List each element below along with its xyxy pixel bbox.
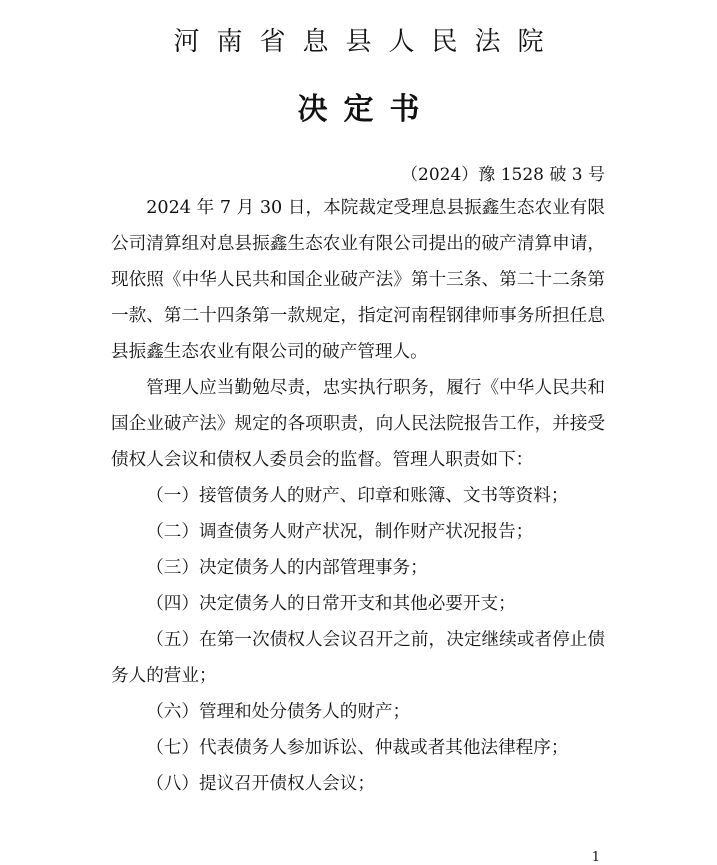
duty-item: （三）决定债务人的内部管理事务； — [146, 558, 428, 578]
case-number: （2024）豫 1528 破 3 号 — [401, 165, 605, 185]
duty-item: （七）代表债务人参加诉讼、仲裁或者其他法律程序； — [146, 738, 569, 758]
duty-item: （二）调查债务人财产状况，制作财产状况报告； — [146, 522, 534, 542]
paragraph-appointment: 2024 年 7 月 30 日，本院裁定受理息县振鑫生态农业有限公司清算组对息县振鑫生态农业有限公司提出的破产清算申请，现依照《中华人民共和国企业破产法》第十三条、第二十二条第一款、第二十四条第一款规定，指定河南程钢律师事务所担任息县振鑫生态农业有限公司的破产管理人。 — [111, 198, 605, 362]
duty-item: （六）管理和处分债务人的财产； — [146, 702, 411, 722]
document-body — [111, 190, 605, 802]
document-title: 决定书 — [297, 92, 436, 127]
duty-item: （五）在第一次债权人会议召开之前，决定继续或者停止债务人的营业； — [111, 630, 605, 686]
duty-item: （四）决定债务人的日常开支和其他必要开支； — [146, 594, 516, 614]
court-name: 河南省息县人民法院 — [173, 27, 561, 57]
paragraph-duties-intro: 管理人应当勤勉尽责，忠实执行职务，履行《中华人民共和国企业破产法》规定的各项职责，向人民法院报告工作，并接受债权人会议和债权人委员会的监督。管理人职责如下： — [111, 378, 605, 470]
duty-item: （八）提议召开债权人会议； — [146, 774, 375, 794]
duty-item: （一）接管债务人的财产、印章和账簿、文书等资料； — [146, 486, 569, 506]
page-number: 1 — [591, 850, 600, 865]
